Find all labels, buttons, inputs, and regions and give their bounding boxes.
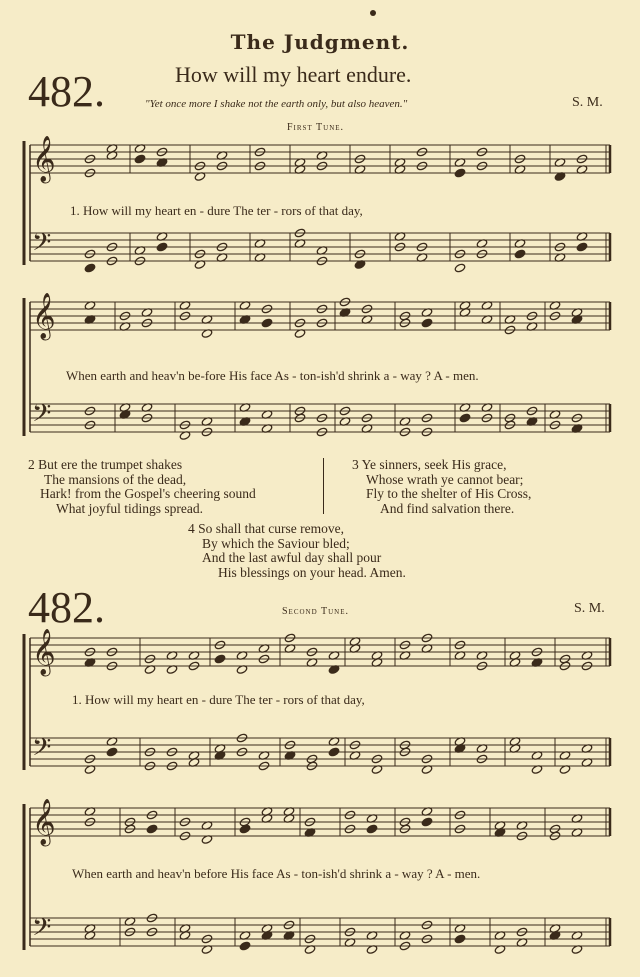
verse-line: 3 Ye sinners, seek His grace, <box>352 457 507 472</box>
verse-line: Whose wrath ye cannot bear; <box>366 471 524 487</box>
music-system-4 <box>0 798 640 973</box>
ornament-dot <box>370 10 376 16</box>
note-head <box>421 318 433 328</box>
staff <box>30 799 610 847</box>
lyric-line: 1. How will my heart en - dure The ter - rors of that day, <box>70 203 363 218</box>
tune-label: First Tune. <box>287 122 345 133</box>
bass-clef-icon: 𝄢 <box>32 228 52 263</box>
meter-label: S. M. <box>572 95 603 110</box>
tune-label: Second Tune. <box>282 606 349 617</box>
note-head <box>261 318 273 328</box>
treble-clef-icon: 𝄞 <box>32 293 56 339</box>
meter-label: S. M. <box>574 601 605 616</box>
note-head <box>454 263 466 273</box>
hymn-title: How will my heart endure. <box>175 62 412 87</box>
verse-line: By which the Saviour bled; <box>202 535 350 551</box>
note-head <box>106 747 118 757</box>
note-head <box>214 654 226 664</box>
verse-line: Fly to the shelter of His Cross, <box>366 486 532 501</box>
bass-clef-icon: 𝄢 <box>32 733 52 768</box>
bass-clef-icon: 𝄢 <box>32 913 52 948</box>
staff <box>30 629 610 677</box>
music-system-2 <box>0 292 640 442</box>
verse-line: And find salvation there. <box>380 500 515 516</box>
hymn-number: 482. <box>28 583 105 632</box>
staff <box>30 136 610 184</box>
verse-line: 4 So shall that curse remove, <box>188 521 344 536</box>
note-head <box>84 263 96 273</box>
verse-line: His blessings on your head. Amen. <box>218 564 406 580</box>
note-head <box>576 242 588 252</box>
verse-2 <box>28 458 256 516</box>
verse-4 <box>188 522 406 580</box>
hymn-number: 482. <box>28 67 105 116</box>
note-head <box>328 747 340 757</box>
verse-line: Hark! from the Gospel's cheering sound <box>40 486 256 501</box>
note-head <box>514 249 526 259</box>
verse-divider <box>323 458 324 514</box>
epigraph: "Yet once more I shake not the earth only, but also heaven." <box>145 98 408 110</box>
staff <box>30 228 610 273</box>
verse-line: And the last awful day shall pour <box>202 550 382 565</box>
staff <box>30 293 610 341</box>
bass-clef-icon: 𝄢 <box>32 399 52 434</box>
staff <box>30 733 610 775</box>
lyric-line: 1. How will my heart en - dure The ter - rors of that day, <box>72 692 365 707</box>
treble-clef-icon: 𝄞 <box>32 629 56 675</box>
page-header: The Judgment. <box>230 30 410 54</box>
note-head <box>134 154 146 164</box>
note-head <box>454 168 466 178</box>
staff <box>30 399 610 441</box>
note-head <box>146 824 158 834</box>
verse-line: The mansions of the dead, <box>44 471 187 487</box>
note-head <box>454 934 466 944</box>
treble-clef-icon: 𝄞 <box>32 136 56 182</box>
verse-line: 2 But ere the trumpet shakes <box>28 457 183 472</box>
verse-line: What joyful tidings spread. <box>56 500 203 516</box>
staff <box>30 913 610 955</box>
note-head <box>156 242 168 252</box>
note-head <box>421 817 433 827</box>
note-head <box>366 824 378 834</box>
lyric-line: When earth and heav'n be-fore His face As - ton-ish'd shrink a - way ? A - men. <box>66 368 479 383</box>
note-head <box>459 413 471 423</box>
treble-clef-icon: 𝄞 <box>32 799 56 845</box>
verse-3 <box>352 458 531 516</box>
lyric-line: When earth and heav'n before His face As - ton-ish'd shrink a - way ? A - men. <box>72 866 481 881</box>
note-head <box>239 941 251 951</box>
